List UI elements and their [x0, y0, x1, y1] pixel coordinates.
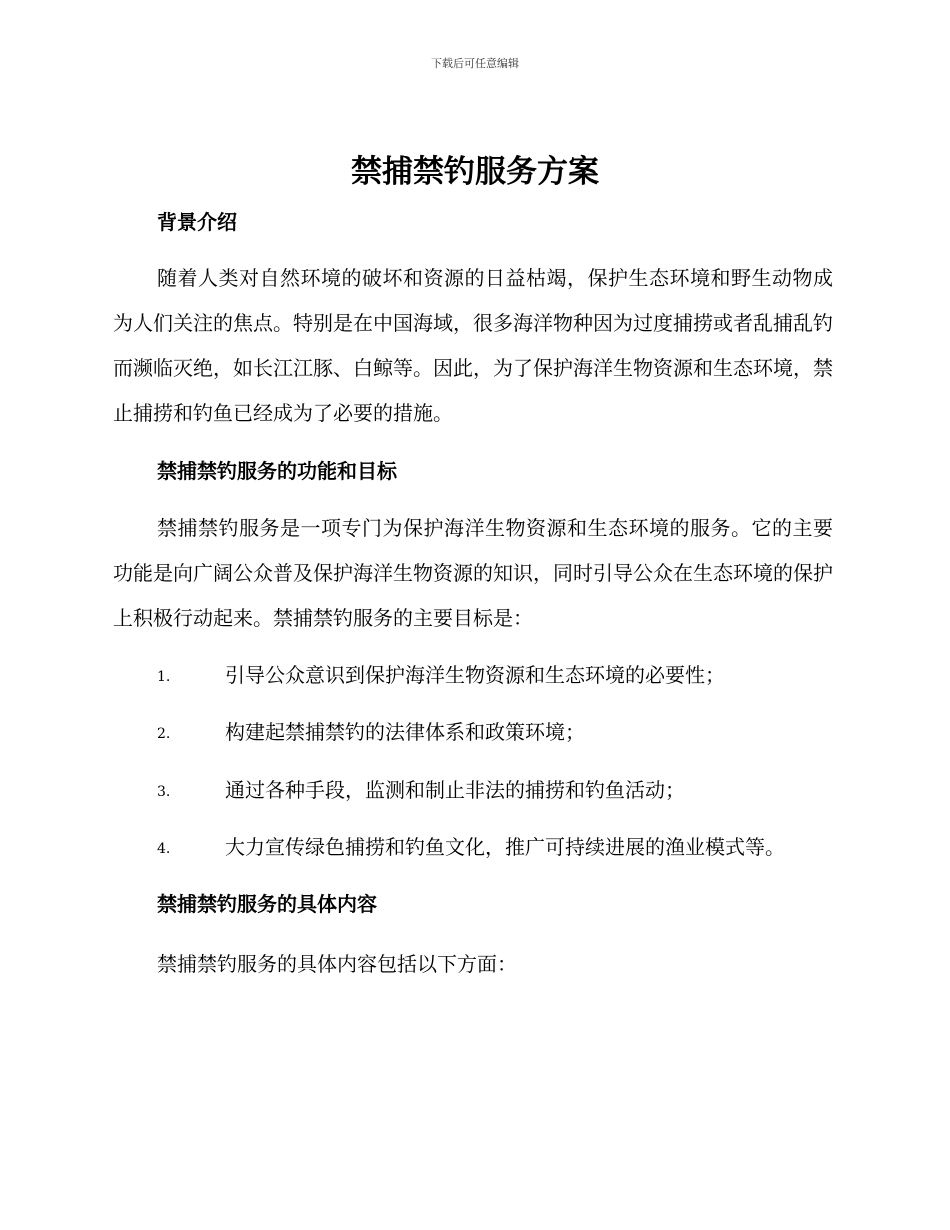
- list-text: 大力宣传绿色捕捞和钓鱼文化，推广可持续进展的渔业模式等。: [225, 835, 785, 859]
- section-heading-background: 背景介绍: [157, 210, 237, 234]
- paragraph-functions-goals: 禁捕禁钓服务是一项专门为保护海洋生物资源和生态环境的服务。它的主要功能是向广阔公众普及保护海洋生物资源的知识，同时引导公众在生态环境的保护上积极行动起来。禁捕禁钓服务的主要目标是：: [113, 516, 833, 630]
- list-number: 1.: [157, 669, 171, 685]
- list-text: 引导公众意识到保护海洋生物资源和生态环境的必要性；: [225, 663, 725, 687]
- list-number: 4.: [157, 841, 171, 857]
- list-item: [157, 832, 857, 862]
- list-text: 构建起禁捕禁钓的法律体系和政策环境；: [225, 720, 585, 744]
- section-heading-specific-content: 禁捕禁钓服务的具体内容: [157, 892, 377, 916]
- document-title: 禁捕禁钓服务方案: [351, 154, 599, 190]
- page-header-note: 下载后可任意编辑: [431, 57, 519, 70]
- section-heading-functions-goals: 禁捕禁钓服务的功能和目标: [157, 459, 397, 483]
- list-number: 2.: [157, 726, 171, 742]
- paragraph-specific-content: 禁捕禁钓服务的具体内容包括以下方面：: [157, 952, 517, 976]
- list-item: [157, 775, 857, 805]
- paragraph-background: 随着人类对自然环境的破坏和资源的日益枯竭，保护生态环境和野生动物成为人们关注的焦点。特别是在中国海域，很多海洋物种因为过度捕捞或者乱捕乱钓而濒临灭绝，如长江江豚、白鲸等。因此，为了保护海洋生物资源和生态环境，禁止捕捞和钓鱼已经成为了必要的措施。: [113, 266, 833, 425]
- list-item: [157, 660, 857, 690]
- list-text: 通过各种手段，监测和制止非法的捕捞和钓鱼活动；: [225, 778, 685, 802]
- list-number: 3.: [157, 784, 171, 800]
- list-item: [157, 717, 857, 747]
